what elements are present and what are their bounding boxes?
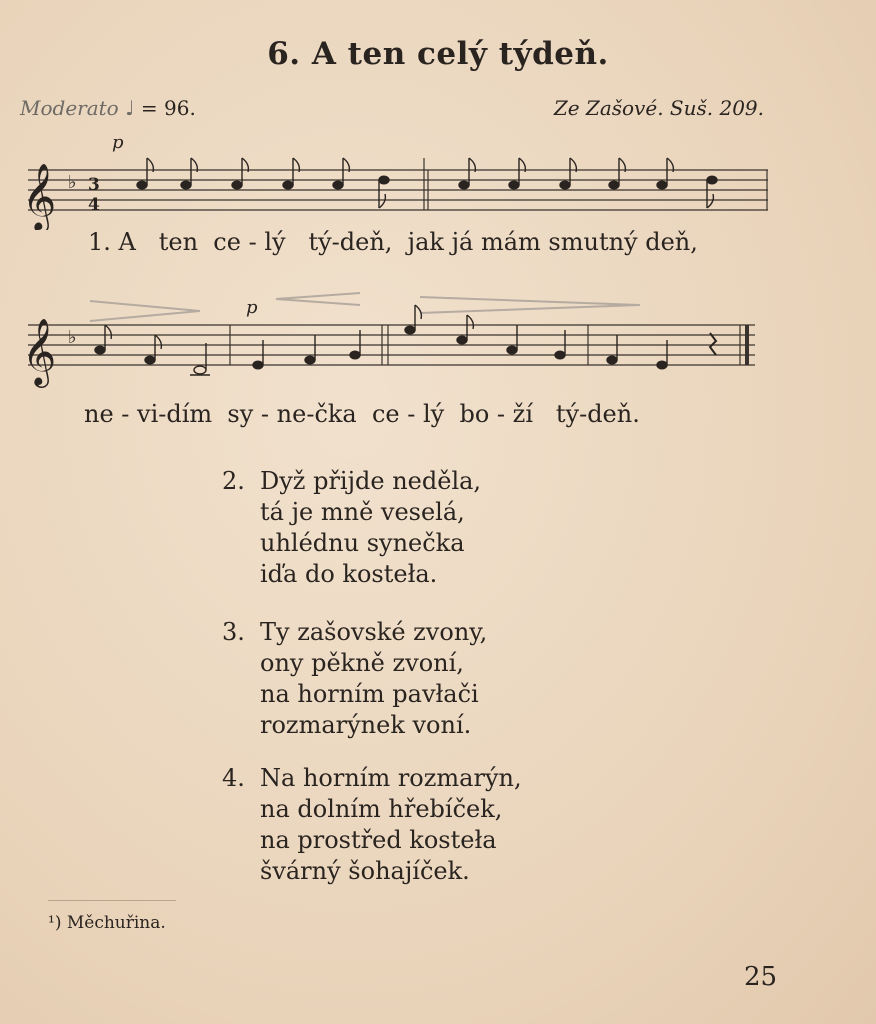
quarter-note-icon: ♩ bbox=[125, 96, 135, 120]
treble-clef-icon: 𝄞 bbox=[22, 162, 57, 230]
music-staff-1 bbox=[0, 130, 876, 230]
tempo-value: = 96. bbox=[140, 96, 196, 120]
verse-line: tá je mně veselá, bbox=[260, 498, 465, 526]
song-source: Ze Zašové. Suš. 209. bbox=[553, 96, 764, 120]
time-signature-bottom: 4 bbox=[88, 195, 100, 215]
music-staff-2 bbox=[0, 285, 876, 400]
verse-3 bbox=[222, 617, 487, 741]
lyrics-line-1: 1. A ten ce - lý tý-deň, jak já mám smutný deň, bbox=[88, 228, 698, 256]
verse-line: švárný šohajíček. bbox=[260, 857, 470, 885]
footnote-rule bbox=[48, 900, 176, 901]
verse-line: uhlédnu synečka bbox=[260, 529, 465, 557]
treble-clef-icon: 𝄞 bbox=[22, 317, 57, 385]
verse-line: na dolním hřebíček, bbox=[260, 795, 503, 823]
verse-line: ony pěkně zvoní, bbox=[260, 649, 464, 677]
lyrics-line-2: ne - vi-dím sy - ne-čka ce - lý bo - ží tý-deň. bbox=[84, 400, 640, 428]
verse-number: 2. bbox=[222, 467, 245, 495]
verse-number: 3. bbox=[222, 618, 245, 646]
verse-2 bbox=[222, 466, 481, 590]
flat-icon: ♭ bbox=[68, 327, 77, 348]
page-number: 25 bbox=[744, 962, 778, 992]
verse-number: 4. bbox=[222, 764, 245, 792]
verse-line: iďa do kosteła. bbox=[260, 560, 438, 588]
flat-icon: ♭ bbox=[68, 172, 77, 193]
verse-4 bbox=[222, 763, 522, 887]
verse-line: Ty zašovské zvony, bbox=[260, 618, 488, 646]
verse-line: na prostřed kosteła bbox=[260, 826, 497, 854]
verse-line: Dyž přijde neděla, bbox=[260, 467, 482, 495]
tempo-label: Moderato bbox=[20, 96, 119, 120]
song-title: 6. A ten celý týdeň. bbox=[267, 36, 609, 72]
verse-line: Na horním rozmarýn, bbox=[260, 764, 522, 792]
footnote: ¹) Měchuřina. bbox=[48, 913, 166, 933]
tempo-marking bbox=[20, 96, 196, 120]
verse-line: rozmarýnek voní. bbox=[260, 711, 472, 739]
dynamic-piano: p bbox=[112, 132, 124, 153]
verse-line: na horním pavłači bbox=[260, 680, 479, 708]
dynamic-piano: p bbox=[246, 297, 258, 318]
time-signature-top: 3 bbox=[88, 175, 100, 195]
dynamics-hairpins bbox=[90, 293, 640, 321]
